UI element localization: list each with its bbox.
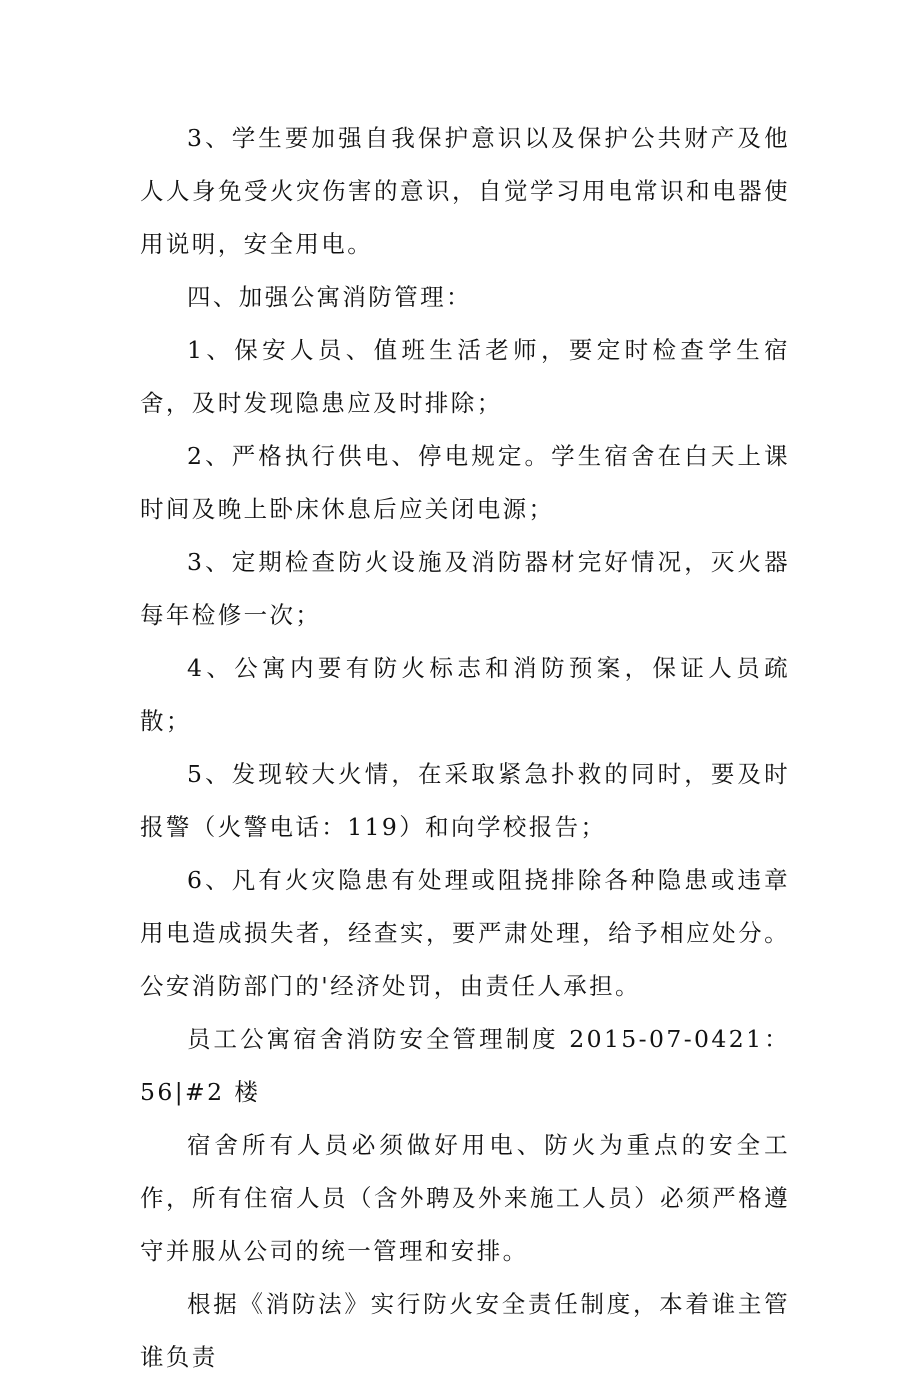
- paragraph-item-3: 3、定期检查防火设施及消防器材完好情况，灭火器每年检修一次；: [140, 548, 790, 629]
- paragraph-fire-law: 根据《消防法》实行防火安全责任制度，本着谁主管谁负责: [140, 1290, 790, 1371]
- paragraph-title-line: 员工公寓宿舍消防安全管理制度 2015-07-0421：56|#2 楼: [140, 1025, 790, 1106]
- paragraph-item-4: 4、公寓内要有防火标志和消防预案，保证人员疏散；: [140, 654, 790, 735]
- section-heading-apartment-fire-management: 四、加强公寓消防管理：: [187, 283, 472, 311]
- paragraph-item-6: 6、凡有火灾隐患有处理或阻挠排除各种隐患或违章用电造成损失者，经查实，要严肃处理，给予相应处分。公安消防部门的'经济处罚，由责任人承担。: [140, 866, 790, 1000]
- paragraph-item-5: 5、发现较大火情，在采取紧急扑救的同时，要及时报警（火警电话：119）和向学校报告；: [140, 760, 790, 841]
- document-body: [140, 112, 790, 1384]
- paragraph-student-awareness: 3、学生要加强自我保护意识以及保护公共财产及他人人身免受火灾伤害的意识，自觉学习用电常识和电器使用说明，安全用电。: [140, 124, 790, 258]
- paragraph-item-1: 1、保安人员、值班生活老师，要定时检查学生宿舍，及时发现隐患应及时排除；: [140, 336, 790, 417]
- paragraph-item-2: 2、严格执行供电、停电规定。学生宿舍在白天上课时间及晚上卧床休息后应关闭电源；: [140, 442, 790, 523]
- paragraph-dormitory-rules: 宿舍所有人员必须做好用电、防火为重点的安全工作，所有住宿人员（含外聘及外来施工人员）必须严格遵守并服从公司的统一管理和安排。: [140, 1131, 790, 1265]
